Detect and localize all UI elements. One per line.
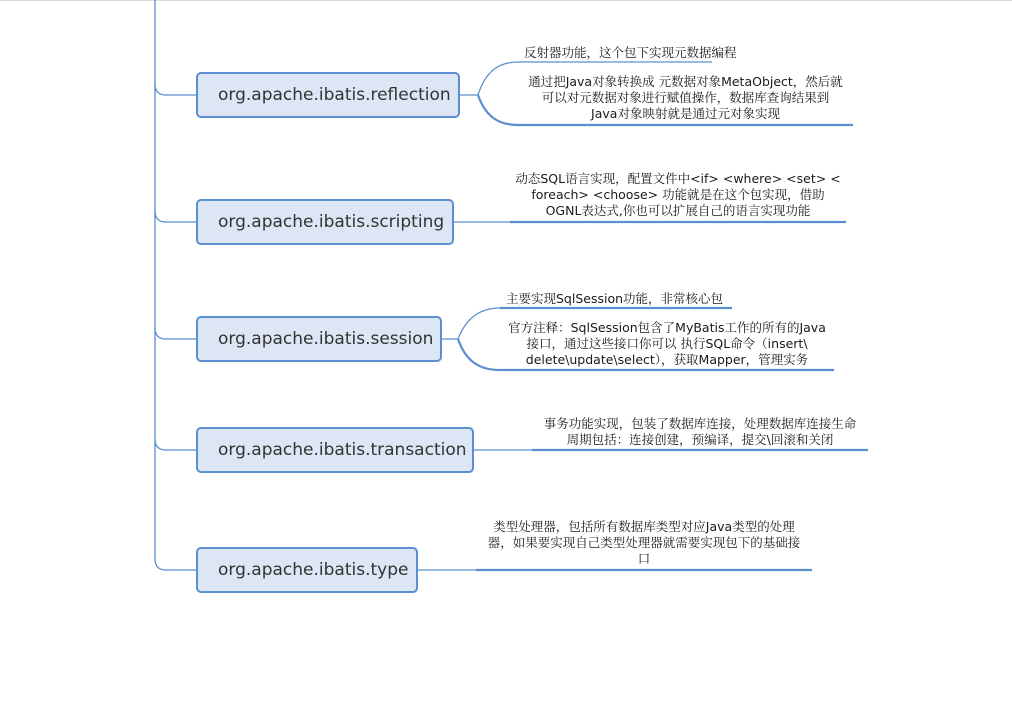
note-line: 主要实现SqlSession功能，非常核心包 bbox=[506, 291, 724, 306]
node-reflection[interactable]: org.apache.ibatis.reflection bbox=[196, 72, 460, 118]
note-line: 事务功能实现，包装了数据库连接，处理数据库连接生命 bbox=[543, 416, 857, 431]
branch-connector-reflection bbox=[155, 84, 196, 95]
note-transaction-detail bbox=[532, 416, 868, 448]
node-scripting[interactable]: org.apache.ibatis.scripting bbox=[196, 199, 454, 245]
node-type[interactable]: org.apache.ibatis.type bbox=[196, 547, 418, 593]
note-line: delete\update\select），获取Mapper，管理实务 bbox=[525, 352, 809, 367]
note-session-detail bbox=[500, 320, 834, 368]
note-line: 接口，通过这些接口你可以 执行SQL命令（insert\ bbox=[526, 336, 808, 351]
note-line: 器，如果要实现自己类型处理器就需要实现包下的基础接 bbox=[487, 535, 801, 550]
note-line: 反射器功能，这个包下实现元数据编程 bbox=[524, 45, 737, 60]
note-scripting-detail bbox=[506, 171, 850, 219]
note-line: OGNL表达式,你也可以扩展自己的语言实现功能 bbox=[545, 203, 811, 218]
note-line: 官方注释：SqlSession包含了MyBatis工作的所有的Java bbox=[508, 320, 826, 335]
branch-connector-type bbox=[155, 559, 196, 570]
note-line: 类型处理器，包括所有数据库类型对应Java类型的处理 bbox=[493, 519, 795, 534]
note-line: 周期包括：连接创建，预编译，提交\回滚和关闭 bbox=[566, 432, 834, 447]
note-type-detail bbox=[476, 519, 812, 567]
note-line: foreach> <choose> 功能就是在这个包实现，借助 bbox=[531, 187, 825, 202]
note-line: Java对象映射就是通过元对象实现 bbox=[591, 106, 780, 121]
branch-connector-transaction bbox=[155, 439, 196, 450]
node-session[interactable]: org.apache.ibatis.session bbox=[196, 316, 442, 362]
note-line: 动态SQL语言实现，配置文件中<if> <where> <set> < bbox=[515, 171, 841, 186]
branch-connector-scripting bbox=[155, 211, 196, 222]
node-transaction[interactable]: org.apache.ibatis.transaction bbox=[196, 427, 474, 473]
note-reflection-summary bbox=[524, 45, 737, 61]
note-reflection-detail bbox=[518, 74, 853, 122]
note-line: 可以对元数据对象进行赋值操作，数据库查询结果到 bbox=[541, 90, 830, 105]
note-line: 口 bbox=[637, 551, 651, 566]
note-session-summary bbox=[506, 291, 723, 307]
branch-connector-session bbox=[155, 328, 196, 339]
note-line: 通过把Java对象转换成 元数据对象MetaObject，然后就 bbox=[528, 74, 843, 89]
